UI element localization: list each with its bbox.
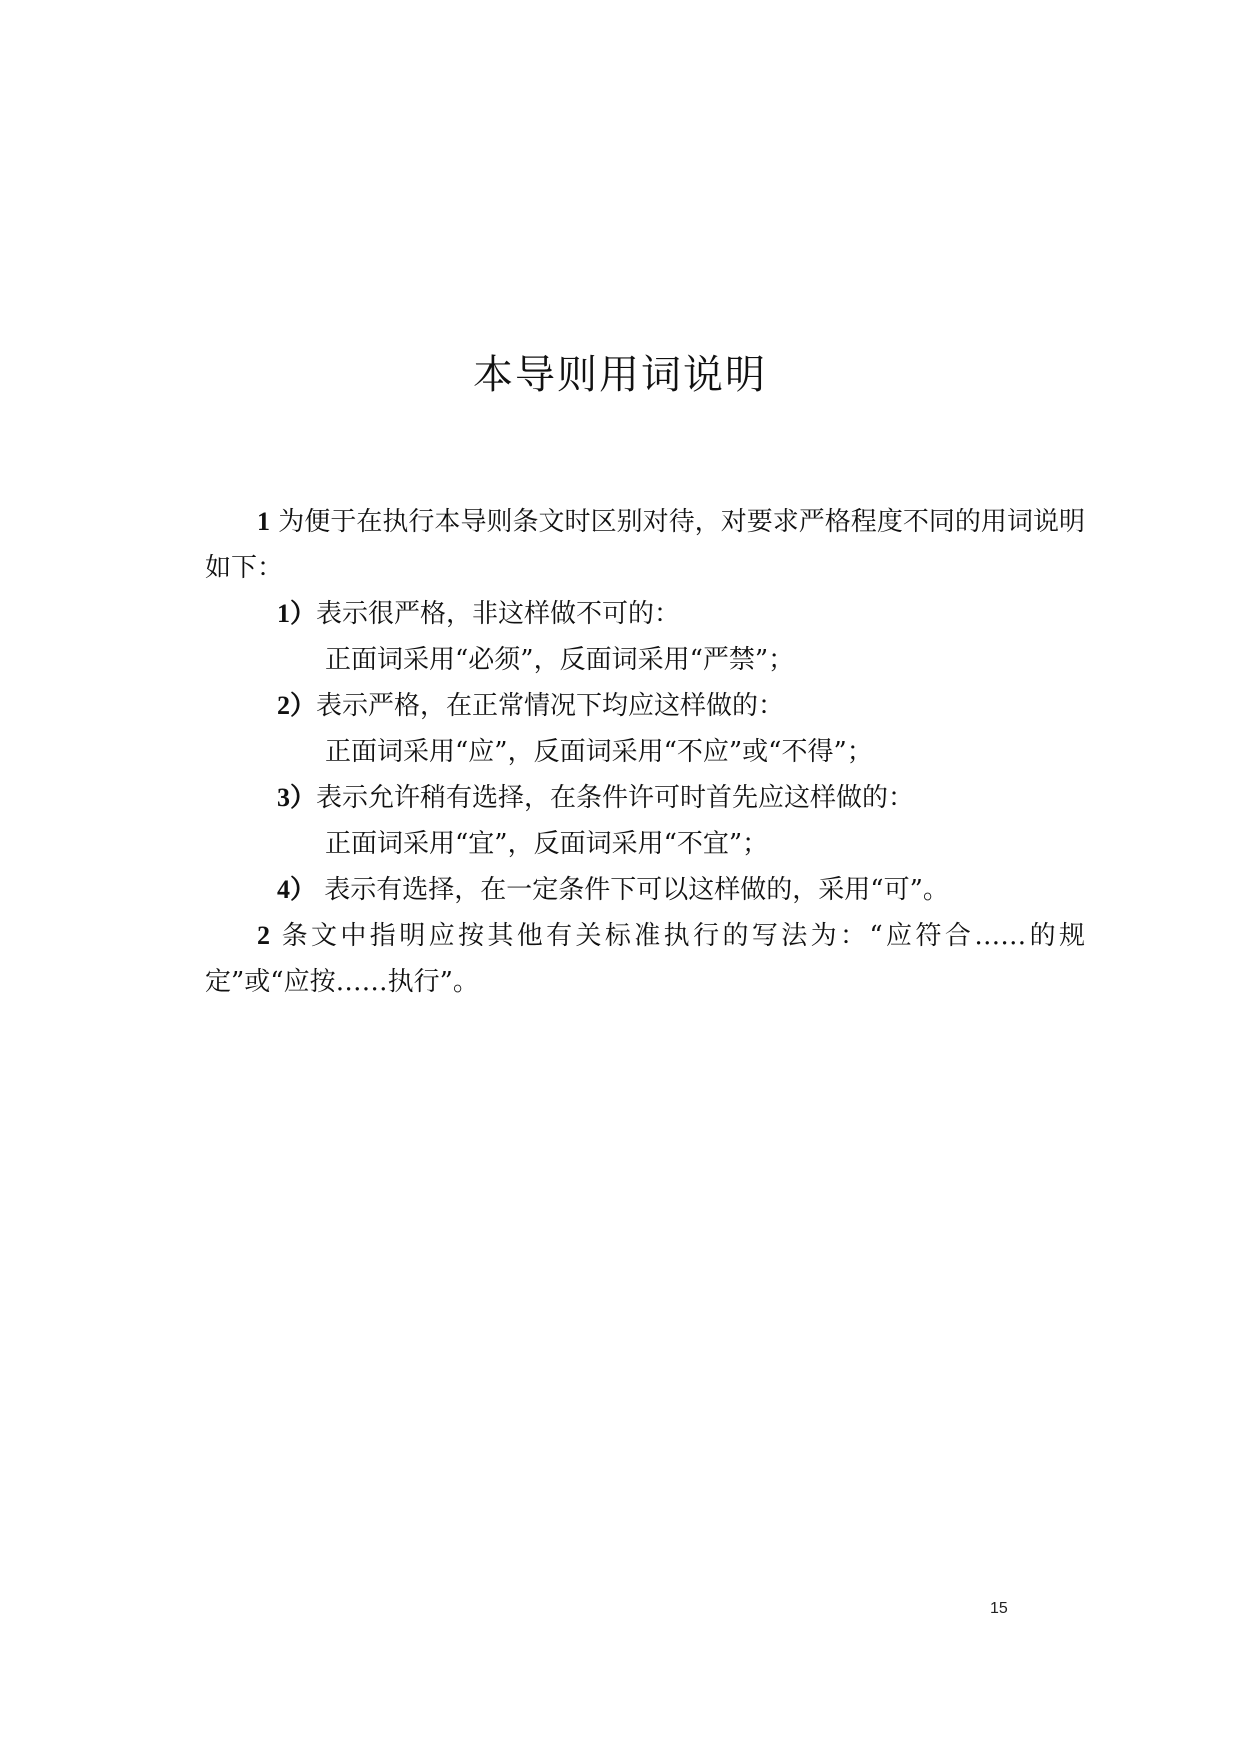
- list-item: [205, 775, 1085, 821]
- clause-text: 条文中指明应按其他有关标准执行的写法为：“应符合……的规定”或“应按……执行”。: [205, 921, 1085, 997]
- item-detail: 正面词采用“应”，反面词采用“不应”或“不得”；: [325, 737, 873, 767]
- list-item: [205, 867, 1085, 913]
- item-detail: 正面词采用“必须”，反面词采用“严禁”；: [325, 645, 795, 675]
- item-text: 表示很严格，非这样做不可的：: [316, 599, 681, 629]
- document-body: [205, 499, 1085, 1005]
- clause-text: 为便于在执行本导则条文时区别对待，对要求严格程度不同的用词说明如下：: [205, 507, 1085, 583]
- item-text: 表示严格，在正常情况下均应这样做的：: [316, 691, 785, 721]
- item-number: 1）: [277, 599, 317, 628]
- list-item: [205, 683, 1085, 729]
- clause-2: [205, 913, 1085, 1005]
- clause-number: 2: [257, 921, 270, 950]
- list-item: [205, 591, 1085, 637]
- page-title: 本导则用词说明: [473, 352, 767, 398]
- item-detail: 正面词采用“宜”，反面词采用“不宜”；: [325, 829, 769, 859]
- page-number: 15: [990, 1600, 1008, 1617]
- item-number: 4）: [277, 875, 317, 904]
- item-text: 表示允许稍有选择，在条件许可时首先应这样做的：: [316, 783, 915, 813]
- item-number: 2）: [277, 691, 317, 720]
- clause-1: [205, 499, 1085, 591]
- clause-number: 1: [257, 507, 270, 536]
- item-number: 3）: [277, 783, 317, 812]
- item-text: 表示有选择，在一定条件下可以这样做的，采用“可”。: [316, 875, 949, 905]
